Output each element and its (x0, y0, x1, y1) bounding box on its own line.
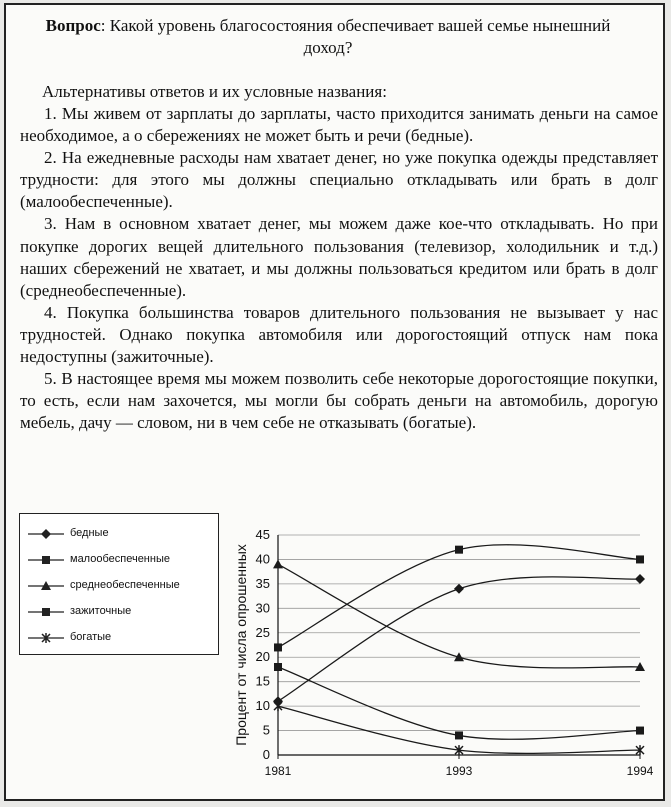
y-tick-label: 40 (255, 551, 270, 567)
alternatives-header: Альтернативы ответов и их условные названия: (42, 82, 387, 101)
legend-label: бедные (70, 527, 109, 539)
data-point (455, 731, 463, 739)
data-point (636, 727, 644, 735)
alternative-item: 1. Мы живем от зарплаты до зарплаты, часто приходится занимать деньги на самое необходимое, а о сбережениях не может быть и речи (бедные). (20, 104, 658, 146)
legend-item (20, 602, 218, 622)
legend-item (20, 550, 218, 570)
data-point (274, 663, 282, 671)
page-scan (4, 3, 665, 801)
legend-label: зажиточные (70, 605, 132, 617)
question-text: : Какой уровень благосостояния обеспечивает вашей семье нынешний доход? (100, 16, 611, 57)
data-point (455, 546, 463, 554)
question (28, 15, 628, 59)
y-tick-label: 25 (255, 624, 270, 640)
legend-item (20, 576, 218, 596)
y-axis-label: Процент от числа опрошенных (233, 544, 249, 746)
x-tick-label: 1981 (264, 764, 292, 778)
line-chart (216, 513, 664, 795)
alternative-item: 3. Нам в основном хватает денег, мы можем даже кое-что откладывать. Но при покупке дорогих вещей длительного пользования (телевизор, холодильник и т.д.) наших сбережений не хватает, и мы должны пользоваться кредитом или брать в долг (среднеобеспеченные). (20, 214, 658, 300)
legend-triangle-marker-icon (28, 579, 64, 593)
y-tick-label: 20 (255, 649, 270, 665)
y-tick-label: 0 (262, 747, 270, 762)
question-label: Вопрос (45, 16, 101, 35)
x-tick-label: 1993 (445, 764, 473, 778)
y-tick-label: 15 (255, 673, 270, 689)
x-tick-label: 1994 (626, 764, 654, 778)
legend-item (20, 524, 218, 544)
data-point (274, 643, 282, 651)
y-tick-label: 35 (255, 575, 270, 591)
legend-label: малообеспеченные (70, 553, 170, 565)
data-point (273, 559, 283, 568)
data-point (454, 584, 464, 594)
data-point (636, 555, 644, 563)
alternatives-list (20, 103, 658, 434)
legend-label: богатые (70, 631, 112, 643)
alternative-item: 4. Покупка большинства товаров длительного пользования не вызывает у нас трудностей. Однако покупка автомобиля или дорогостоящий отпуск нам пока недоступны (зажиточные). (20, 302, 658, 367)
legend-square-marker-icon (28, 605, 64, 619)
alternative-item: 2. На ежедневные расходы нам хватает денег, но уже покупка одежды представляет трудности: для этого мы должны специально откладывать или брать в долг (малообеспеченные). (20, 148, 658, 212)
y-tick-label: 10 (255, 698, 270, 714)
legend-star-marker-icon (28, 631, 64, 645)
alternative-item: 5. В настоящее время мы можем позволить себе некоторые дорогостоящие покупки, то есть, если нам захочется, мы могли бы собрать деньги на автомобиль, дорогую мебель, дачу — словом, ни в чем себе не отказывать (богатые). (20, 369, 658, 433)
legend-label: среднеобеспеченные (70, 579, 180, 591)
data-point (635, 574, 645, 584)
legend-square-marker-icon (28, 553, 64, 567)
y-tick-label: 30 (255, 600, 270, 616)
chart-legend (19, 513, 219, 655)
legend-item (20, 628, 218, 648)
y-tick-label: 5 (262, 722, 270, 738)
legend-diamond-marker-icon (28, 527, 64, 541)
series-line-4 (278, 667, 640, 739)
y-tick-label: 45 (255, 527, 270, 542)
